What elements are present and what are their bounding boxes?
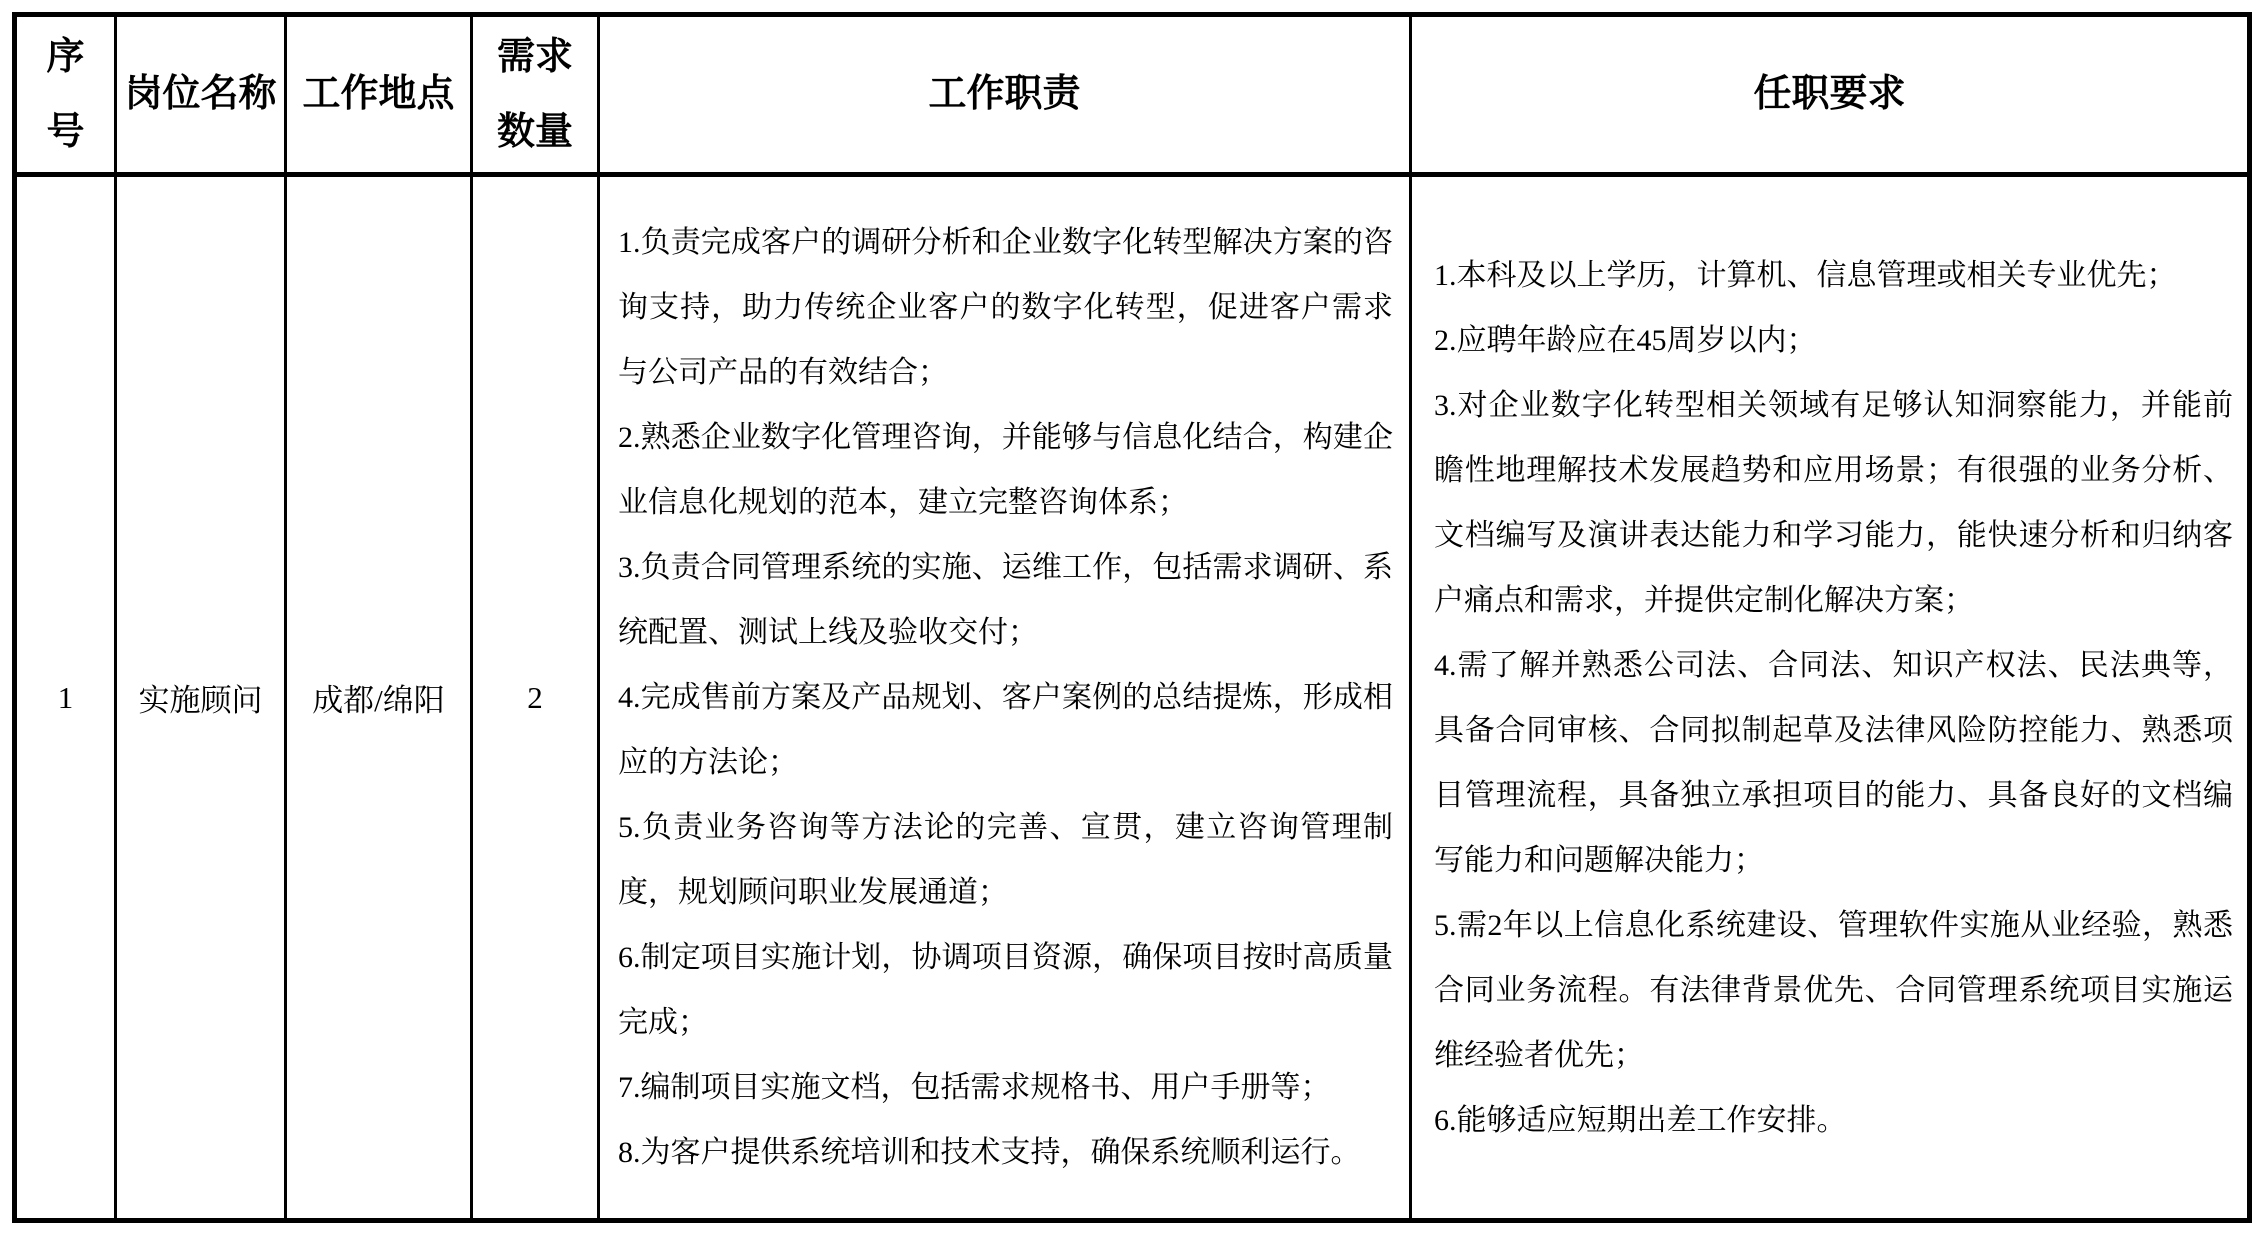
cell-requirements [1412, 177, 2247, 1218]
requirement-item: 6.能够适应短期出差工作安排。 [1434, 1103, 1847, 1137]
duty-item: 7.编制项目实施文档，包括需求规格书、用户手册等； [618, 1071, 1331, 1104]
header-requirements-label: 任职要求 [1753, 73, 1906, 116]
header-location-label: 工作地点 [302, 73, 455, 116]
header-seq [17, 17, 117, 177]
header-count-label: 需求数量 [496, 36, 573, 153]
header-position-label: 岗位名称 [124, 73, 277, 116]
requirement-item: 1.本科及以上学历，计算机、信息管理或相关专业优先； [1434, 258, 2177, 292]
duty-item: 6.制定项目实施计划，协调项目资源，确保项目按时高质量完成； [618, 941, 1393, 1039]
requirement-item: 2.应聘年龄应在45周岁以内； [1434, 323, 1817, 357]
header-location [287, 17, 473, 177]
header-seq-label: 序号 [46, 36, 85, 153]
header-duties-label: 工作职责 [928, 73, 1081, 116]
header-requirements [1412, 17, 2247, 177]
header-count [473, 17, 600, 177]
duty-item: 4.完成售前方案及产品规划、客户案例的总结提炼，形成相应的方法论； [618, 681, 1393, 779]
header-duties [600, 17, 1412, 177]
requirement-item: 4.需了解并熟悉公司法、合同法、知识产权法、民法典等，具备合同审核、合同拟制起草及法律风险防控能力、熟悉项目管理流程，具备独立承担项目的能力、具备良好的文档编写能力和问题解决能力； [1434, 648, 2233, 877]
header-position [117, 17, 287, 177]
cell-seq: 1 [17, 177, 117, 1218]
cell-location: 成都/绵阳 [287, 177, 473, 1218]
cell-duties [600, 177, 1412, 1218]
duty-item: 8.为客户提供系统培训和技术支持，确保系统顺利运行。 [618, 1136, 1361, 1169]
duty-item: 5.负责业务咨询等方法论的完善、宣贯，建立咨询管理制度，规划顾问职业发展通道； [618, 811, 1393, 909]
requirement-item: 5.需2年以上信息化系统建设、管理软件实施从业经验，熟悉合同业务流程。有法律背景优先、合同管理系统项目实施运维经验者优先； [1434, 908, 2233, 1072]
job-table [12, 12, 2252, 1223]
cell-count: 2 [473, 177, 600, 1218]
duty-item: 1.负责完成客户的调研分析和企业数字化转型解决方案的咨询支持，助力传统企业客户的数字化转型，促进客户需求与公司产品的有效结合； [618, 226, 1393, 389]
duty-item: 2.熟悉企业数字化管理咨询，并能够与信息化结合，构建企业信息化规划的范本，建立完整咨询体系； [618, 421, 1393, 519]
duty-item: 3.负责合同管理系统的实施、运维工作，包括需求调研、系统配置、测试上线及验收交付； [618, 551, 1393, 649]
cell-position: 实施顾问 [117, 177, 287, 1218]
requirement-item: 3.对企业数字化转型相关领域有足够认知洞察能力，并能前瞻性地理解技术发展趋势和应用场景；有很强的业务分析、文档编写及演讲表达能力和学习能力，能快速分析和归纳客户痛点和需求，并提供定制化解决方案； [1434, 388, 2233, 617]
